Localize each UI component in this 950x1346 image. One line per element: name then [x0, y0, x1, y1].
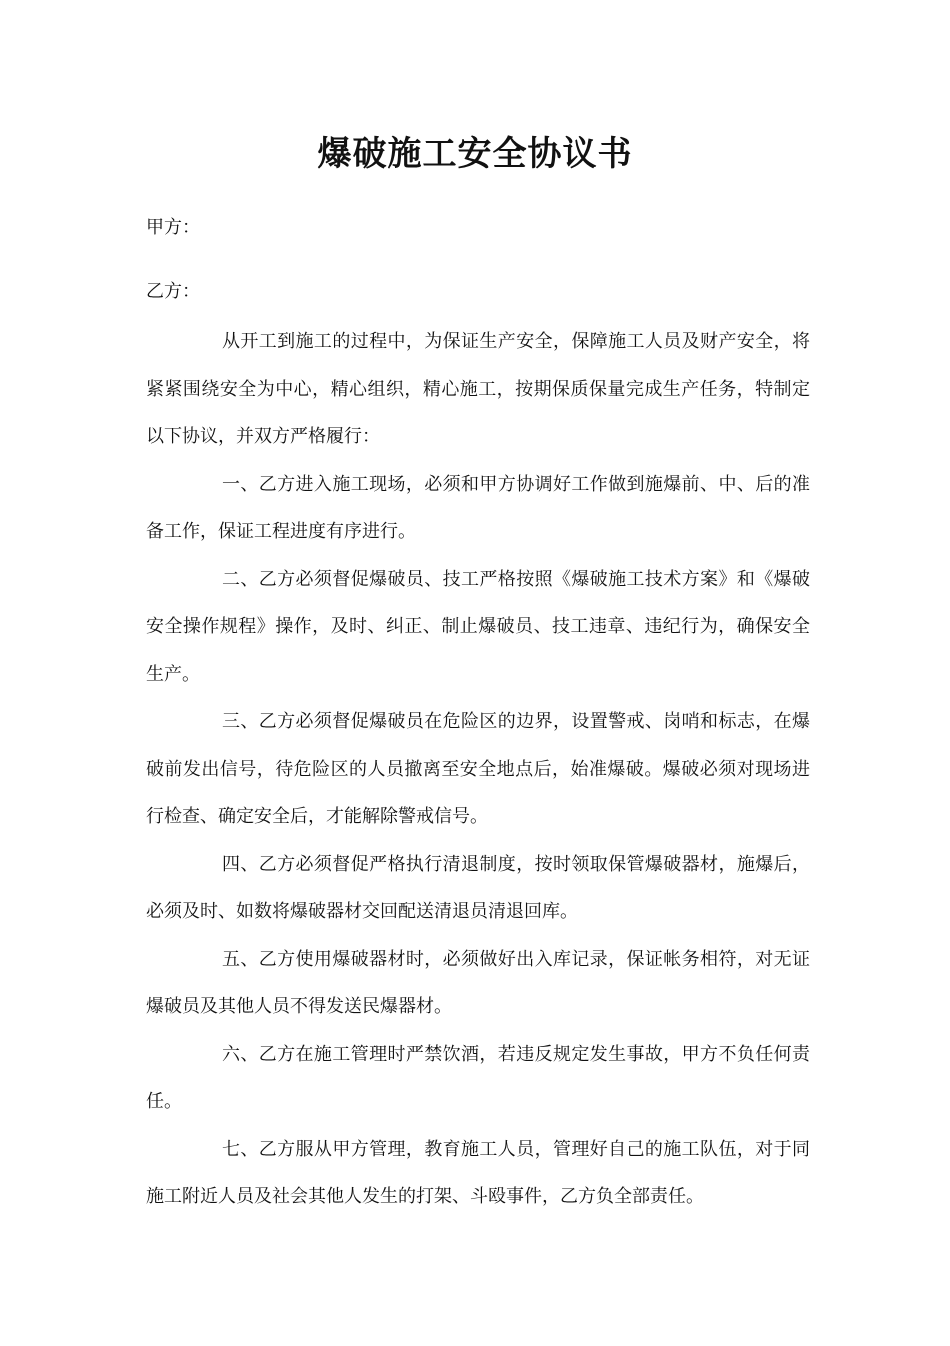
- preamble-paragraph: 从开工到施工的过程中，为保证生产安全，保障施工人员及财产安全，将紧紧围绕安全为中心，精心组织，精心施工，按期保质保量完成生产任务，特制定以下协议，并双方严格履行：: [146, 331, 810, 447]
- clause-4-paragraph: 四、乙方必须督促严格执行清退制度，按时领取保管爆破器材，施爆后，必须及时、如数将爆破器材交回配送清退员清退回库。: [146, 853, 810, 922]
- party-b-label: 乙方：: [146, 281, 200, 302]
- clause-3-paragraph: 三、乙方必须督促爆破员在危险区的边界，设置警戒、岗哨和标志，在爆破前发出信号，待危险区的人员撤离至安全地点后，始准爆破。爆破必须对现场进行检查、确定安全后，才能解除警戒信号。: [146, 711, 810, 827]
- document-title: 爆破施工安全协议书: [317, 134, 633, 174]
- clause-1-paragraph: 一、乙方进入施工现场，必须和甲方协调好工作做到施爆前、中、后的准备工作，保证工程进度有序进行。: [146, 473, 810, 542]
- clause-5-paragraph: 五、乙方使用爆破器材时，必须做好出入库记录，保证帐务相符，对无证爆破员及其他人员不得发送民爆器材。: [146, 948, 810, 1017]
- clause-6-paragraph: 六、乙方在施工管理时严禁饮酒，若违反规定发生事故，甲方不负任何责任。: [146, 1043, 810, 1112]
- agreement-body: [146, 318, 810, 1221]
- party-a-label: 甲方：: [146, 217, 200, 238]
- clause-2-paragraph: 二、乙方必须督促爆破员、技工严格按照《爆破施工技术方案》和《爆破安全操作规程》操作，及时、纠正、制止爆破员、技工违章、违纪行为，确保安全生产。: [146, 568, 810, 685]
- clause-7-paragraph: 七、乙方服从甲方管理，教育施工人员，管理好自己的施工队伍，对于同施工附近人员及社会其他人发生的打架、斗殴事件，乙方负全部责任。: [146, 1138, 810, 1207]
